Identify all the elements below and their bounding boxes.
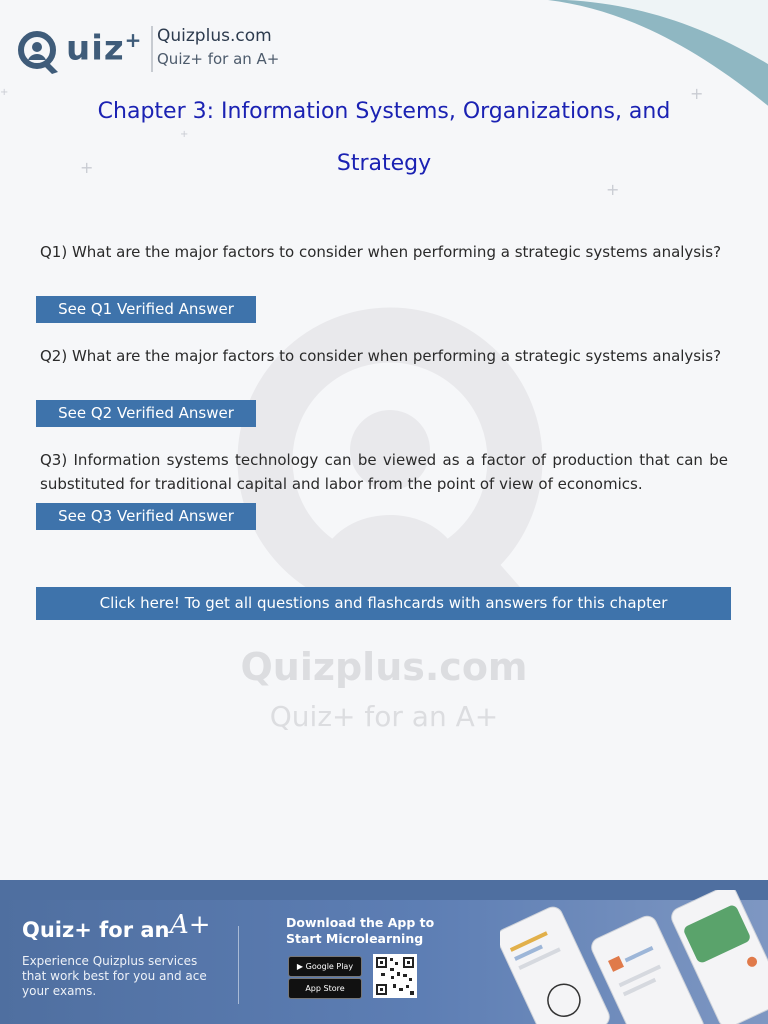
- brand-header[interactable]: [16, 26, 296, 76]
- chapter-title: [70, 86, 698, 190]
- question-2: Q2) What are the major factors to consider when performing a strategic systems analysis?: [40, 347, 722, 365]
- google-play-button[interactable]: ▶ Google Play: [288, 956, 362, 977]
- chapter-title-line-2: Strategy: [336, 151, 432, 176]
- site-tagline: Quiz+ for an A+: [157, 50, 280, 68]
- app-store-button[interactable]: App Store: [288, 978, 362, 999]
- q1-answer-button[interactable]: See Q1 Verified Answer: [36, 296, 256, 323]
- footer-description: Experience Quizplus services that work best for you and ace your exams.: [22, 954, 207, 998]
- app-promo-banner[interactable]: [0, 880, 768, 1024]
- footer-aplus: A+: [170, 910, 211, 940]
- quiz-logo-icon: [16, 30, 64, 76]
- plus-decoration: +: [690, 84, 704, 103]
- all-questions-link-button[interactable]: Click here! To get all questions and flashcards with answers for this chapter: [36, 587, 731, 620]
- footer-divider: [238, 926, 239, 1004]
- plus-decoration: +: [80, 158, 94, 177]
- plus-decoration: +: [0, 87, 9, 98]
- plus-decoration: +: [180, 129, 189, 140]
- site-name: Quizplus.com: [157, 26, 272, 46]
- watermark-tagline: Quiz+ for an A+: [269, 700, 499, 733]
- footer-title: Quiz+ for an: [22, 918, 170, 942]
- watermark-site: Quizplus.com: [240, 645, 528, 689]
- download-app-heading: Download the App to Start Microlearning: [286, 915, 435, 946]
- qr-code-icon: [373, 954, 417, 998]
- q3-answer-button[interactable]: See Q3 Verified Answer: [36, 503, 256, 530]
- chapter-title-line-1: Chapter 3: Information Systems, Organizations, and: [97, 99, 671, 124]
- app-phones-illustration: [500, 890, 768, 1024]
- logo-divider: [151, 26, 153, 72]
- question-3: Q3) Information systems technology can be viewed as a factor of production that can be substituted for traditional capital and labor from the point of view of economics.: [40, 451, 728, 493]
- plus-decoration: +: [606, 180, 620, 199]
- logo-wordmark: uiz+: [66, 28, 143, 69]
- question-1: Q1) What are the major factors to consider when performing a strategic systems analysis?: [40, 243, 722, 261]
- q2-answer-button[interactable]: See Q2 Verified Answer: [36, 400, 256, 427]
